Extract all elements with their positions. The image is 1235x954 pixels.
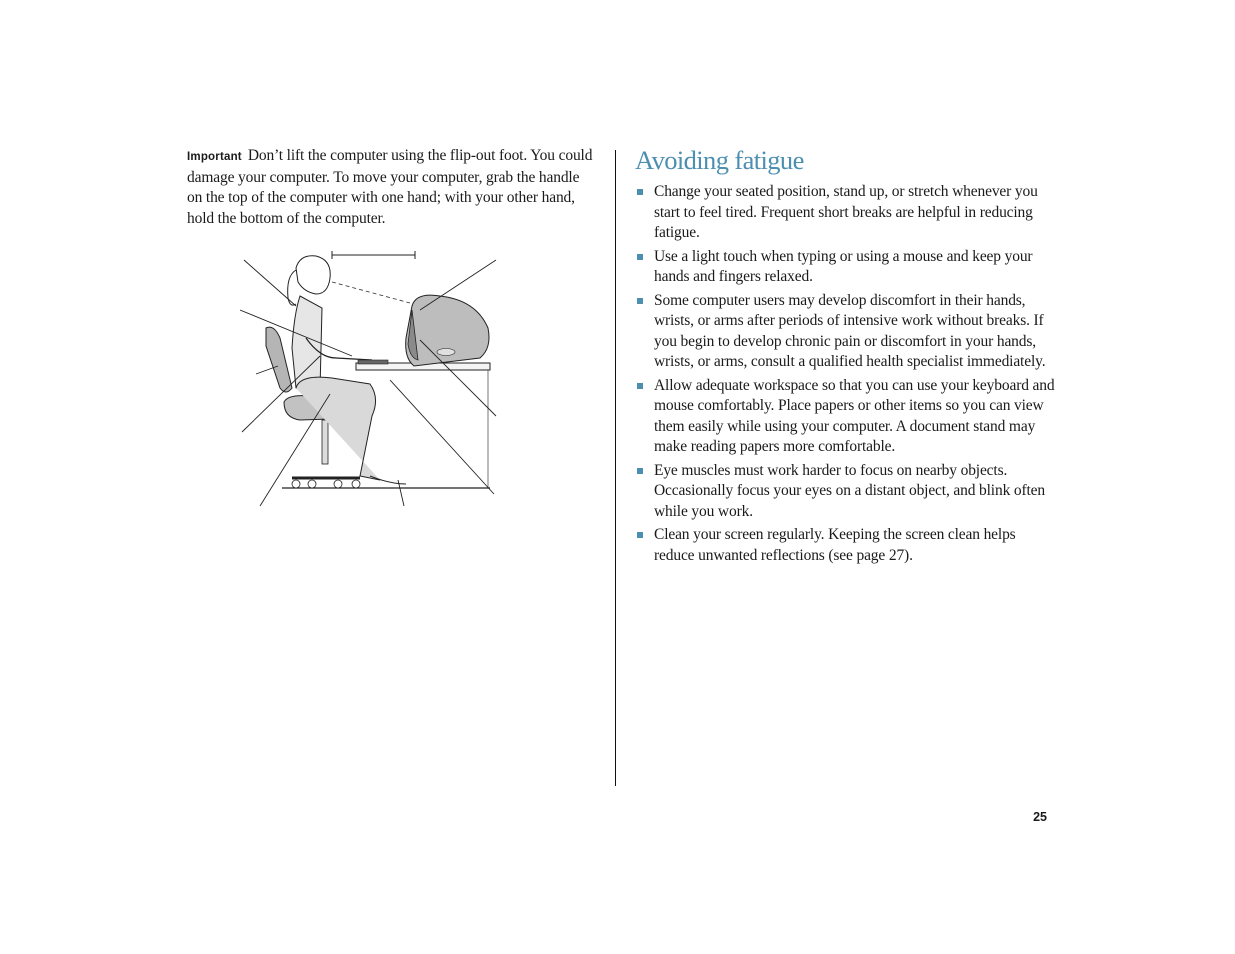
bullet-square-icon (637, 298, 643, 304)
list-item (635, 247, 1055, 288)
list-item (635, 291, 1055, 373)
right-column (635, 144, 1055, 569)
list-item-text: Use a light touch when typing or using a mouse and keep your hands and fingers relaxed. (654, 247, 1033, 285)
bullet-square-icon (637, 383, 643, 389)
bullet-square-icon (637, 468, 643, 474)
fatigue-tips-list (635, 182, 1055, 566)
list-item (635, 525, 1055, 566)
list-item-text: Some computer users may develop discomfort in their hands, wrists, or arms after periods of intensive work without breaks. If you begin to develop chronic pain or discomfort in your hands, wrists, or arms, consult a qualified health specialist immediately. (654, 291, 1046, 370)
ergonomic-posture-drawing (240, 248, 502, 510)
ergonomic-posture-illustration (240, 248, 502, 510)
important-text: Don’t lift the computer using the flip-out foot. You could damage your computer. To move your computer, grab the handle on the top of the computer with one hand; with your other hand, hold the bottom of the computer. (187, 147, 593, 227)
list-item (635, 461, 1055, 523)
list-item-text: Clean your screen regularly. Keeping the screen clean helps reduce unwanted reflections (see page 27). (654, 526, 1016, 564)
important-label: Important (187, 151, 242, 163)
list-item-text: Change your seated position, stand up, or stretch whenever you start to feel tired. Frequent short breaks are helpful in reducing fatigue. (654, 183, 1038, 241)
page-number: 25 (1033, 810, 1047, 824)
column-divider (615, 150, 616, 786)
bullet-square-icon (637, 532, 643, 538)
list-item (635, 182, 1055, 244)
important-note (187, 146, 597, 229)
list-item-text: Allow adequate workspace so that you can use your keyboard and mouse comfortably. Place papers or other items so you can view them easily while using your computer. A document stand may make reading papers more comfortable. (654, 376, 1055, 455)
section-heading: Avoiding fatigue (635, 145, 804, 175)
bullet-square-icon (637, 254, 643, 260)
left-column (187, 146, 597, 229)
list-item (635, 376, 1055, 458)
list-item-text: Eye muscles must work harder to focus on nearby objects. Occasionally focus your eyes on a distant object, and blink often while you work. (654, 461, 1045, 520)
bullet-square-icon (637, 189, 643, 195)
